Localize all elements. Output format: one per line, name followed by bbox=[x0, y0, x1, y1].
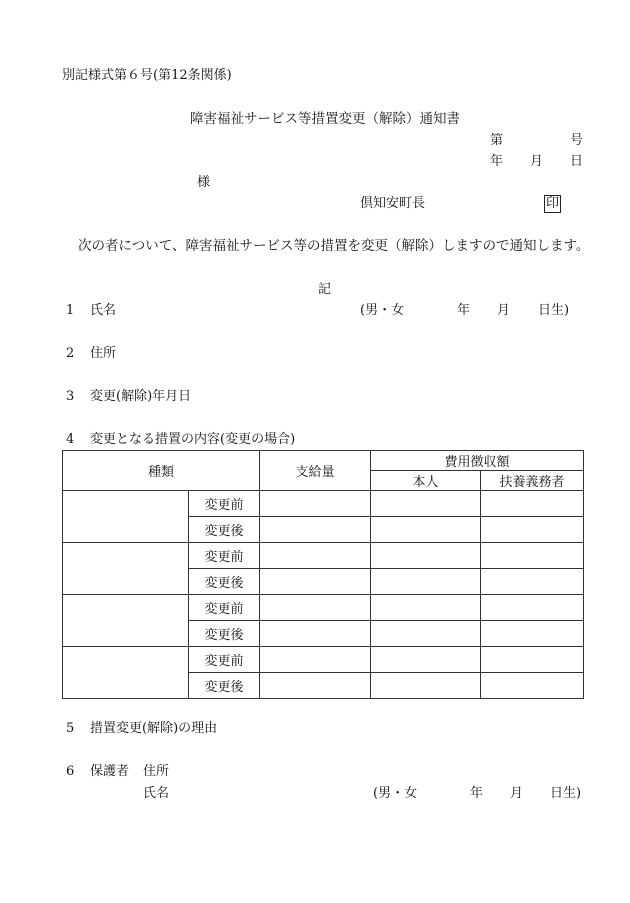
self-cost-cell[interactable] bbox=[371, 569, 481, 595]
amount-cell[interactable] bbox=[260, 647, 371, 673]
self-cost-cell[interactable] bbox=[371, 543, 481, 569]
item-2-label: 住所 bbox=[90, 346, 117, 361]
ki-heading: 記 bbox=[318, 282, 332, 297]
amount-cell[interactable] bbox=[260, 569, 371, 595]
type-cell[interactable] bbox=[63, 491, 189, 543]
addressee-suffix: 様 bbox=[197, 175, 211, 190]
amount-cell[interactable] bbox=[260, 595, 371, 621]
item-1-month: 月 bbox=[497, 303, 511, 318]
self-cost-cell[interactable] bbox=[371, 673, 481, 699]
item-1-label: 氏名 bbox=[90, 303, 117, 318]
after-label: 変更後 bbox=[189, 569, 260, 595]
item-3-label: 変更(解除)年月日 bbox=[90, 389, 192, 404]
doc-number-prefix: 第 bbox=[490, 133, 504, 148]
supporter-cost-cell[interactable] bbox=[481, 595, 584, 621]
guardian-year: 年 bbox=[470, 786, 484, 801]
item-3-number: 3 bbox=[66, 389, 75, 404]
table-row bbox=[63, 595, 584, 621]
item-6-number: 6 bbox=[66, 764, 75, 779]
item-1-birth: 日生) bbox=[538, 303, 570, 318]
after-label: 変更後 bbox=[189, 517, 260, 543]
after-label: 変更後 bbox=[189, 673, 260, 699]
self-cost-cell[interactable] bbox=[371, 621, 481, 647]
before-label: 変更前 bbox=[189, 647, 260, 673]
date-year: 年 bbox=[490, 154, 504, 169]
table-row bbox=[63, 491, 584, 517]
item-1-sex: (男・女 bbox=[360, 303, 405, 318]
self-cost-cell[interactable] bbox=[371, 517, 481, 543]
guardian-address-label: 住所 bbox=[143, 764, 170, 779]
item-4-number: 4 bbox=[66, 432, 75, 447]
measures-table bbox=[62, 450, 584, 699]
header-supporter: 扶養義務者 bbox=[481, 471, 584, 491]
seal-mark: 印 bbox=[546, 196, 560, 211]
amount-cell[interactable] bbox=[260, 621, 371, 647]
table-header-row bbox=[63, 451, 584, 471]
before-label: 変更前 bbox=[189, 595, 260, 621]
header-amount: 支給量 bbox=[260, 451, 371, 491]
supporter-cost-cell[interactable] bbox=[481, 673, 584, 699]
header-cost: 費用徴収額 bbox=[371, 451, 584, 471]
supporter-cost-cell[interactable] bbox=[481, 517, 584, 543]
supporter-cost-cell[interactable] bbox=[481, 569, 584, 595]
amount-cell[interactable] bbox=[260, 491, 371, 517]
notice-body: 次の者について、障害福祉サービス等の措置を変更（解除）しますので通知します。 bbox=[78, 238, 590, 254]
after-label: 変更後 bbox=[189, 621, 260, 647]
doc-number-suffix: 号 bbox=[570, 133, 584, 148]
table-row bbox=[63, 647, 584, 673]
item-1-year: 年 bbox=[457, 303, 471, 318]
type-cell[interactable] bbox=[63, 647, 189, 699]
guardian-name-label: 氏名 bbox=[143, 786, 170, 801]
document-title: 障害福祉サービス等措置変更（解除）通知書 bbox=[190, 111, 460, 127]
date-day: 日 bbox=[570, 154, 584, 169]
item-1-number: 1 bbox=[66, 303, 75, 318]
guardian-birth: 日生) bbox=[550, 786, 582, 801]
supporter-cost-cell[interactable] bbox=[481, 543, 584, 569]
form-number: 別記様式第６号(第12条関係) bbox=[62, 68, 232, 83]
before-label: 変更前 bbox=[189, 491, 260, 517]
header-type: 種類 bbox=[63, 451, 260, 491]
amount-cell[interactable] bbox=[260, 673, 371, 699]
issuer-name: 倶知安町長 bbox=[360, 196, 426, 211]
supporter-cost-cell[interactable] bbox=[481, 491, 584, 517]
item-5-label: 措置変更(解除)の理由 bbox=[90, 721, 218, 736]
supporter-cost-cell[interactable] bbox=[481, 647, 584, 673]
item-6-label: 保護者 bbox=[90, 764, 130, 779]
item-2-number: 2 bbox=[66, 346, 75, 361]
type-cell[interactable] bbox=[63, 543, 189, 595]
type-cell[interactable] bbox=[63, 595, 189, 647]
header-self: 本人 bbox=[371, 471, 481, 491]
self-cost-cell[interactable] bbox=[371, 491, 481, 517]
guardian-sex: (男・女 bbox=[373, 786, 418, 801]
self-cost-cell[interactable] bbox=[371, 595, 481, 621]
guardian-month: 月 bbox=[510, 786, 524, 801]
amount-cell[interactable] bbox=[260, 517, 371, 543]
item-4-label: 変更となる措置の内容(変更の場合) bbox=[90, 432, 296, 447]
supporter-cost-cell[interactable] bbox=[481, 621, 584, 647]
date-month: 月 bbox=[530, 154, 544, 169]
amount-cell[interactable] bbox=[260, 543, 371, 569]
before-label: 変更前 bbox=[189, 543, 260, 569]
item-5-number: 5 bbox=[66, 721, 75, 736]
self-cost-cell[interactable] bbox=[371, 647, 481, 673]
table-row bbox=[63, 543, 584, 569]
